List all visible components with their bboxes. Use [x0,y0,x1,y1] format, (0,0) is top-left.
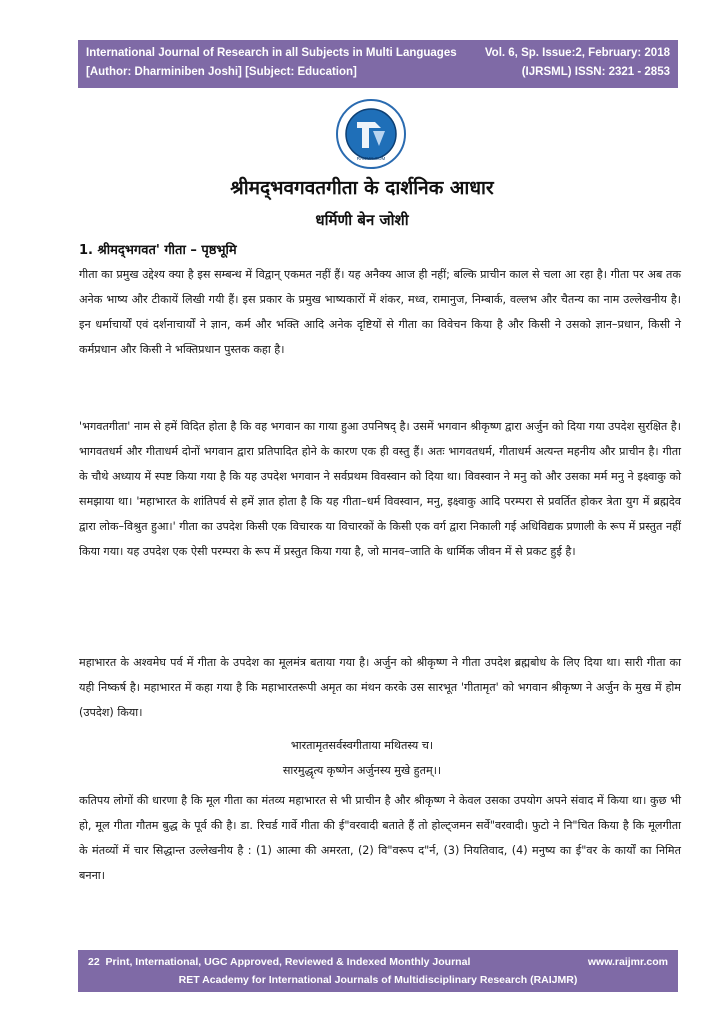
logo-text: RAIJMR.COM [356,156,386,161]
paragraph-4: कतिपय लोगों की धारणा है कि मूल गीता का मंतव्य महाभारत से भी प्राचीन है और श्रीकृष्ण ने केवल उसका उपयोग अपने संवाद में किया था। कुछ भी हो, मूल गीता गौतम बुद्ध के पूर्व की है। डा. रिचर्ड गार्वे गीता की ई"वरवादी बताते हैं तो होल्ट्जमन सर्वे"वरवादी। फुटो ने नि"चित किया है कि मूलगीता के मंतव्यों में चार सिद्धान्त उल्लेखनीय है : (1) आत्मा की अमरता, (2) वि"वरूप द"र्न, (3) नियतिवाद, (4) मनुष्य का ई"वर के कार्यों का निमित बनना। [79,794,681,882]
footer-line-1 [88,956,470,968]
paragraph-3: महाभारत के अश्वमेघ पर्व में गीता के उपदेश का मूलमंत्र बताया गया है। अर्जुन को श्रीकृष्ण ने गीता उपदेश ब्रह्मबोध के लिए दिया था। सारी गीता का यही निष्कर्ष है। महाभारत में कहा गया है कि महाभारतरूपी अमृत का मंथन करके उस सारभूत 'गीतामृत' को भगवान श्रीकृष्ण ने अर्जुन के मुख में होम (उपदेश) किया। [79,656,681,719]
journal-footer [78,950,678,992]
journal-header [78,40,678,88]
footer-journal-type: Print, International, UGC Approved, Reviewed & Indexed Monthly Journal [105,956,471,968]
author-subject: [Author: Dharminiben Joshi] [Subject: Education] [86,66,357,78]
issn-info: (IJRSML) ISSN: 2321 - 2853 [521,66,670,78]
verse-line-2: सारमुद्धृत्य कृष्णेन अर्जुनस्य मुखे हुतम्‌।। [282,764,442,777]
article-title: श्रीमद्‌भवगवतगीता के दार्शनिक आधार [230,177,494,199]
paragraph-1: गीता का प्रमुख उद्देश्य क्या है इस सम्बन्ध में विद्वान्‌ एकमत नहीं हैं। यह अनैक्य आज ही नहीं; बल्कि प्राचीन काल से चला आ रहा है। गीता पर अब तक अनेक भाष्य और टीकायें लिखी गयी हैं। इस प्रकार के प्रमुख भाष्यकारों में शंकर, मध्व, रामानुज, निम्बार्क, वल्लभ और चैतन्य का नाम उल्लेखनीय है। इन धर्माचार्यों एवं दर्शनाचार्यों ने ज्ञान, कर्म और भक्ति आदि अनेक दृष्टियों से गीता का विवेचन किया है और किसी ने उसको ज्ञान–प्रधान, किसी ने कर्मप्रधान और किसी ने भक्तिप्रधान पुस्तक कहा है। [79,268,681,356]
paragraph-2: 'भगवतगीता' नाम से हमें विदित होता है कि वह भगवान का गाया हुआ उपनिषद्‌ है। उसमें भगवान श्रीकृष्ण द्वारा अर्जुन को दिया गया उपदेश सुरक्षित है। भागवतधर्म और गीताधर्म दोनों भगवान द्वारा प्रतिपादित होने के कारण एक ही वस्तु हैं। अतः भागवतधर्म, गीताधर्म अत्यन्त महनीय और प्राचीन है। गीता के चौथे अध्याय में स्पष्ट किया गया है कि यह उपदेश भगवान ने सर्वप्रथम विवस्वान को दिया था। विवस्वान ने मनु को और उसका मर्म मनु ने इक्ष्वाकु को समझाया था। 'महाभारत के शांतिपर्व से हमें ज्ञात होता है कि यह गीता–धर्म विवस्वान, मनु, इक्ष्वाकु आदि परम्परा से प्रवर्तित होकर त्रेता युग में ब्रह्मदेव द्वारा लोक–विश्रुत हुआ।' गीता का उपदेश किसी एक विचारक या विचारकों के किसी एक वर्ग द्वारा निकाली गई अधिविद्यक प्रणाली के रूप में प्रस्तुत नहीं किया गया। यह उपदेश एक ऐसी परम्परा के रूप में प्रस्तुत किया गया है, जो मानव–जाति के धार्मिक जीवन में से प्रकट हुई है। [79,420,681,558]
section-heading: 1. श्रीमद्‌भगवत' गीता – पृष्ठभूमि [79,243,237,258]
article-author: धर्मिणी बेन जोशी [315,211,409,229]
journal-name: International Journal of Research in all Subjects in Multi Languages [86,47,457,59]
verse-line-1: भारतामृतसर्वस्वगीताया मथितस्य च। [290,739,434,752]
journal-logo [335,98,407,170]
footer-line-2: RET Academy for International Journals of Multidisciplinary Research (RAIJMR) [178,974,578,986]
footer-website[interactable]: www.raijmr.com [587,956,668,968]
volume-info: Vol. 6, Sp. Issue:2, February: 2018 [484,47,670,59]
page-number: 22 [88,956,100,968]
